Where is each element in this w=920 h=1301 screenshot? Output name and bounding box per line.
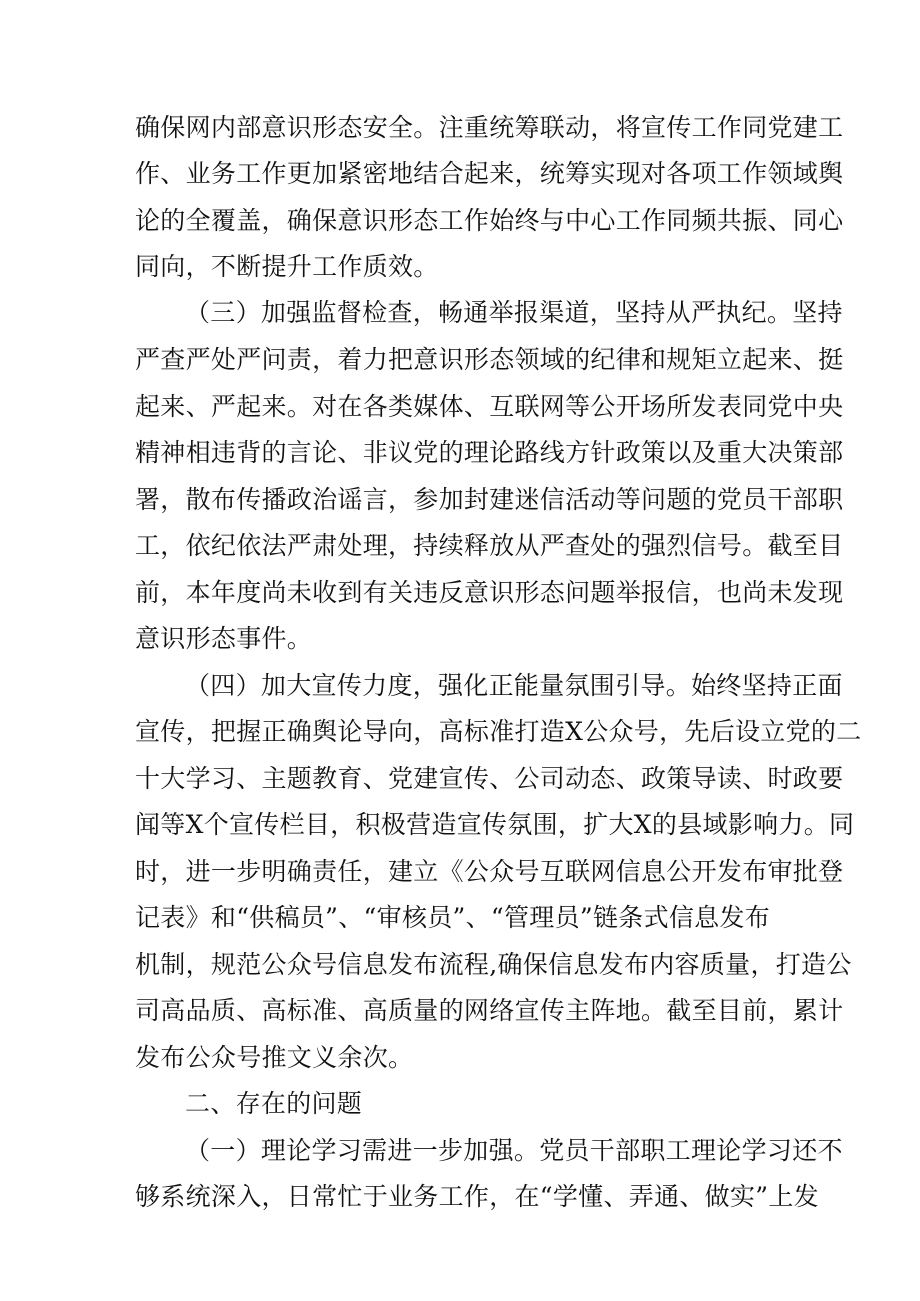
paragraph-line: 闻等X个宣传栏目，积极营造宣传氛围，扩大X的县域影响力。同 (135, 810, 855, 839)
paragraph-line: （一）理论学习需进一步加强。党员干部职工理论学习还不 (185, 1136, 843, 1165)
paragraph-line: 机制，规范公众号信息发布流程,确保信息发布内容质量，打造公 (135, 950, 852, 979)
paragraph-line: 严查严处严问责，着力把意识形态领域的纪律和规矩立起来、挺 (135, 345, 844, 374)
paragraph-line: 司高品质、高标准、高质量的网络宣传主阵地。截至目前，累计 (135, 996, 844, 1025)
paragraph-line: 前，本年度尚未收到有关违反意识形态问题举报信，也尚未发现 (135, 578, 844, 607)
paragraph-line: （三）加强监督检查，畅通举报渠道，坚持从严执纪。坚持 (185, 298, 843, 327)
paragraph-line: 发布公众号推文义余次。 (135, 1043, 414, 1072)
paragraph-line: 同向，不断提升工作质效。 (135, 252, 439, 281)
paragraph-line: 意识形态事件。 (135, 624, 313, 653)
paragraph-line: 精神相违背的言论、非议党的理论路线方针政策以及重大决策部 (135, 438, 844, 467)
paragraph-line: 时，进一步明确责任，建立《公众号互联网信息公开发布审批登 (135, 857, 844, 886)
section-heading: 二、存在的问题 (185, 1089, 363, 1118)
paragraph-line: 确保网内部意识形态安全。注重统筹联动，将宣传工作同党建工 (135, 113, 844, 142)
paragraph-line: 作、业务工作更加紧密地结合起来，统筹实现对各项工作领域舆 (135, 159, 844, 188)
paragraph-line: （四）加大宣传力度，强化正能量氛围引导。始终坚持正面 (185, 671, 843, 700)
paragraph-line: 工，依纪依法严肃处理，持续释放从严查处的强烈信号。截至目 (135, 531, 844, 560)
paragraph-line: 署，散布传播政治谣言，参加封建迷信活动等问题的党员干部职 (135, 485, 844, 514)
paragraph-line: 宣传，把握正确舆论导向，高标准打造X公众号，先后设立党的二 (135, 717, 862, 746)
paragraph-line: 记表》和“供稿员”、“审核员”、“管理员”链条式信息发布 (135, 903, 771, 932)
paragraph-line: 够系统深入，日常忙于业务工作，在“学懂、弄通、做实”上发 (135, 1182, 819, 1211)
paragraph-line: 起来、严起来。对在各类媒体、互联网等公开场所发表同党中央 (135, 392, 844, 421)
paragraph-line: 十大学习、主题教育、党建宣传、公司动态、政策导读、时政要 (135, 764, 844, 793)
paragraph-line: 论的全覆盖，确保意识形态工作始终与中心工作同频共振、同心 (135, 206, 844, 235)
